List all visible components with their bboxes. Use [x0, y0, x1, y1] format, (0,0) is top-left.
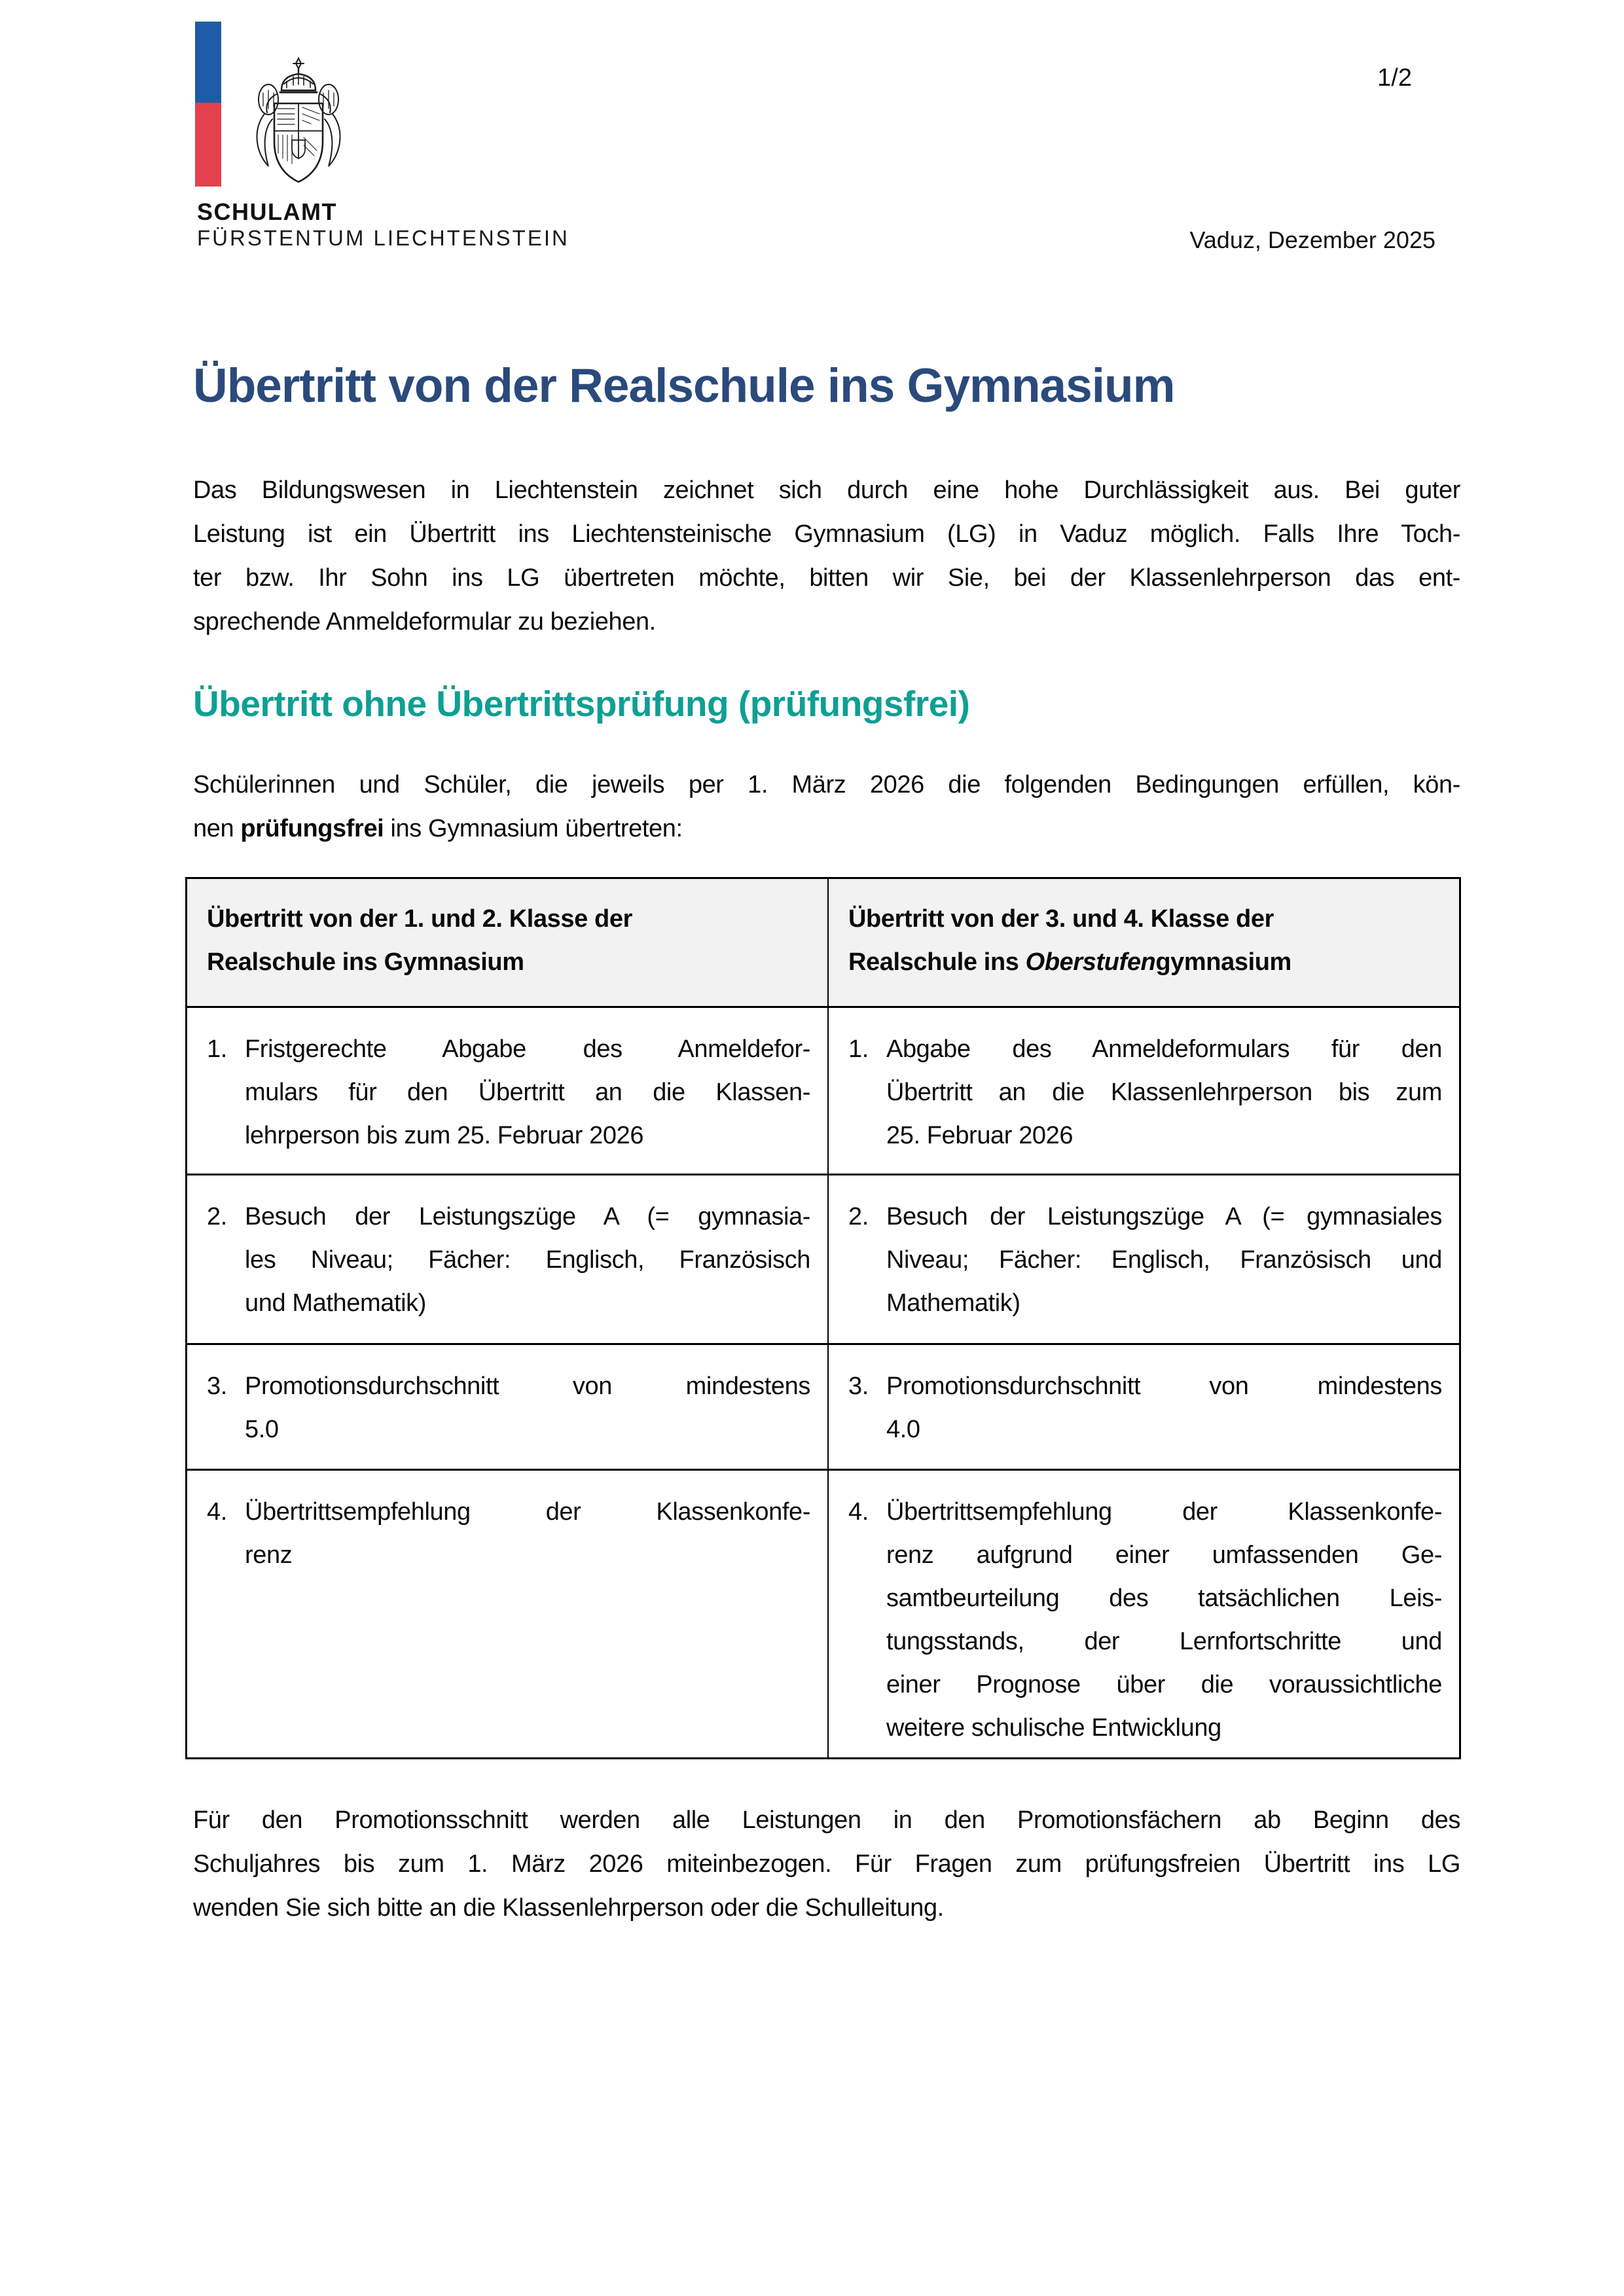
list-number: 2.: [207, 1203, 227, 1230]
logo-bar-red: [195, 103, 221, 187]
text-segment: sprechende Anmeldeformular zu beziehen.: [193, 608, 656, 636]
text-line: [245, 1195, 810, 1238]
text-line: [207, 897, 810, 941]
table-header-cell-right: [829, 879, 1459, 1008]
text-line: [886, 1408, 1442, 1451]
table-cell-row2-right: [829, 1175, 1459, 1345]
text-segment: les Niveau; Fächer: Englisch, Französisch: [245, 1246, 810, 1274]
table-cell-row3-left: [187, 1345, 829, 1471]
text-segment: 4.0: [886, 1416, 920, 1443]
table-cell-row1-left: [187, 1008, 829, 1175]
text-line: [886, 1238, 1442, 1282]
text-segment: weitere schulische Entwicklung: [886, 1714, 1221, 1742]
text-line: [848, 897, 1442, 941]
list-number: 3.: [207, 1372, 227, 1400]
text-segment: Niveau; Fächer: Englisch, Französisch und: [886, 1246, 1442, 1274]
text-line: [245, 1238, 810, 1282]
logo-bar-blue: [195, 22, 221, 103]
text-segment: Schülerinnen und Schüler, die jeweils per 1. März 2026 die folgenden Bedingungen erfüllen, kön-: [193, 771, 1460, 798]
text-segment: Realschule ins: [848, 948, 1026, 976]
brand-subtitle: FÜRSTENTUM LIECHTENSTEIN: [197, 226, 569, 250]
text-line: [245, 1490, 810, 1534]
document-date: Vaduz, Dezember 2025: [1189, 226, 1435, 253]
list-number: 1.: [848, 1035, 869, 1063]
intro-paragraph: [193, 469, 1460, 644]
text-segment: Übertritt an die Klassenlehrperson bis zum: [886, 1079, 1442, 1106]
text-segment: lehrperson bis zum 25. Februar 2026: [245, 1122, 644, 1149]
text-line: [207, 941, 810, 984]
text-line: [245, 1408, 810, 1451]
text-line: [245, 1282, 810, 1325]
text-segment: nen: [193, 815, 241, 842]
text-segment: Promotionsdurchschnitt von mindestens: [245, 1372, 810, 1400]
table-cell-row2-left: [187, 1175, 829, 1345]
text-line: [193, 512, 1460, 556]
page-title: Übertritt von der Realschule ins Gymnasium: [193, 359, 1175, 412]
section-heading: Übertritt ohne Übertrittsprüfung (prüfungsfrei): [193, 683, 970, 724]
text-segment: Übertritt von der 1. und 2. Klasse der: [207, 905, 632, 933]
conditions-table: [185, 877, 1461, 1759]
text-line: [848, 941, 1442, 984]
text-line: [245, 1071, 810, 1114]
text-line: [245, 1534, 810, 1577]
list-number: 3.: [848, 1372, 869, 1400]
text-segment: Oberstufen: [1025, 948, 1156, 976]
text-segment: samtbeurteilung des tatsächlichen Leis-: [886, 1585, 1442, 1612]
section-intro-paragraph: [193, 763, 1460, 851]
text-line: [245, 1365, 810, 1408]
text-segment: renz: [245, 1541, 293, 1569]
text-line: [193, 469, 1460, 512]
text-segment: 5.0: [245, 1416, 279, 1443]
table-cell-row3-right: [829, 1345, 1459, 1471]
text-segment: mulars für den Übertritt an die Klassen-: [245, 1079, 810, 1106]
text-segment: Realschule ins Gymnasium: [207, 948, 524, 976]
text-segment: Das Bildungswesen in Liechtenstein zeichnet sich durch eine hohe Durchlässigkeit aus. Bei guter: [193, 476, 1460, 504]
text-segment: tungsstands, der Lernfortschritte und: [886, 1628, 1442, 1655]
list-number: 4.: [207, 1498, 227, 1526]
text-segment: wenden Sie sich bitte an die Klassenlehrperson oder die Schulleitung.: [193, 1894, 944, 1922]
text-segment: Leistung ist ein Übertritt ins Liechtensteinische Gymnasium (LG) in Vaduz möglich. Falls Ihre Toch-: [193, 520, 1460, 548]
page-number: 1/2: [1377, 64, 1412, 92]
text-line: [886, 1282, 1442, 1325]
text-segment: renz aufgrund einer umfassenden Ge-: [886, 1541, 1442, 1569]
table-cell-row4-right: [829, 1471, 1459, 1757]
brand-name: SCHULAMT: [197, 198, 337, 225]
text-segment: Für den Promotionsschnitt werden alle Leistungen in den Promotionsfächern ab Beginn des: [193, 1806, 1460, 1834]
text-line: [193, 1886, 1460, 1930]
text-line: [886, 1663, 1442, 1706]
coat-of-arms-icon: [244, 56, 353, 188]
text-line: [886, 1365, 1442, 1408]
text-segment: Besuch der Leistungszüge A (= gymnasia-: [245, 1203, 810, 1230]
text-line: [886, 1706, 1442, 1749]
text-segment: Übertritt von der 3. und 4. Klasse der: [848, 905, 1274, 933]
text-segment: Übertrittsempfehlung der Klassenkonfe-: [245, 1498, 810, 1526]
text-line: [886, 1620, 1442, 1663]
text-segment: Mathematik): [886, 1289, 1020, 1317]
text-segment: ins Gymnasium übertreten:: [384, 815, 683, 842]
text-line: [193, 600, 1460, 644]
text-line: [886, 1490, 1442, 1534]
text-line: [245, 1028, 810, 1071]
text-segment: gymnasium: [1155, 948, 1291, 976]
text-line: [193, 1842, 1460, 1886]
text-segment: Besuch der Leistungszüge A (= gymnasiales: [886, 1203, 1442, 1230]
text-segment: Schuljahres bis zum 1. März 2026 miteinbezogen. Für Fragen zum prüfungsfreien Übertritt ins LG: [193, 1850, 1460, 1878]
text-line: [886, 1577, 1442, 1620]
table-cell-row1-right: [829, 1008, 1459, 1175]
logo-flag-bar: [195, 22, 221, 187]
list-number: 2.: [848, 1203, 869, 1230]
text-segment: ter bzw. Ihr Sohn ins LG übertreten möchte, bitten wir Sie, bei der Klassenlehrperson das ent-: [193, 564, 1460, 592]
text-segment: Fristgerechte Abgabe des Anmeldefor-: [245, 1035, 810, 1063]
text-line: [886, 1534, 1442, 1577]
text-segment: und Mathematik): [245, 1289, 427, 1317]
text-segment: Übertrittsempfehlung der Klassenkonfe-: [886, 1498, 1442, 1526]
text-line: [193, 556, 1460, 600]
text-line: [886, 1114, 1442, 1157]
table-header-cell-left: [187, 879, 829, 1008]
text-line: [886, 1071, 1442, 1114]
list-number: 1.: [207, 1035, 227, 1063]
text-line: [886, 1195, 1442, 1238]
table-cell-row4-left: [187, 1471, 829, 1757]
text-segment: Promotionsdurchschnitt von mindestens: [886, 1372, 1442, 1400]
text-line: [193, 763, 1460, 807]
text-segment: 25. Februar 2026: [886, 1122, 1074, 1149]
text-line: [245, 1114, 810, 1157]
text-segment: Abgabe des Anmeldeformulars für den: [886, 1035, 1442, 1063]
list-number: 4.: [848, 1498, 869, 1526]
outro-paragraph: [193, 1799, 1460, 1930]
text-line: [886, 1028, 1442, 1071]
text-segment: einer Prognose über die voraussichtliche: [886, 1671, 1442, 1698]
text-line: [193, 1799, 1460, 1842]
text-line: [193, 807, 1460, 851]
text-segment: prüfungsfrei: [240, 815, 384, 842]
